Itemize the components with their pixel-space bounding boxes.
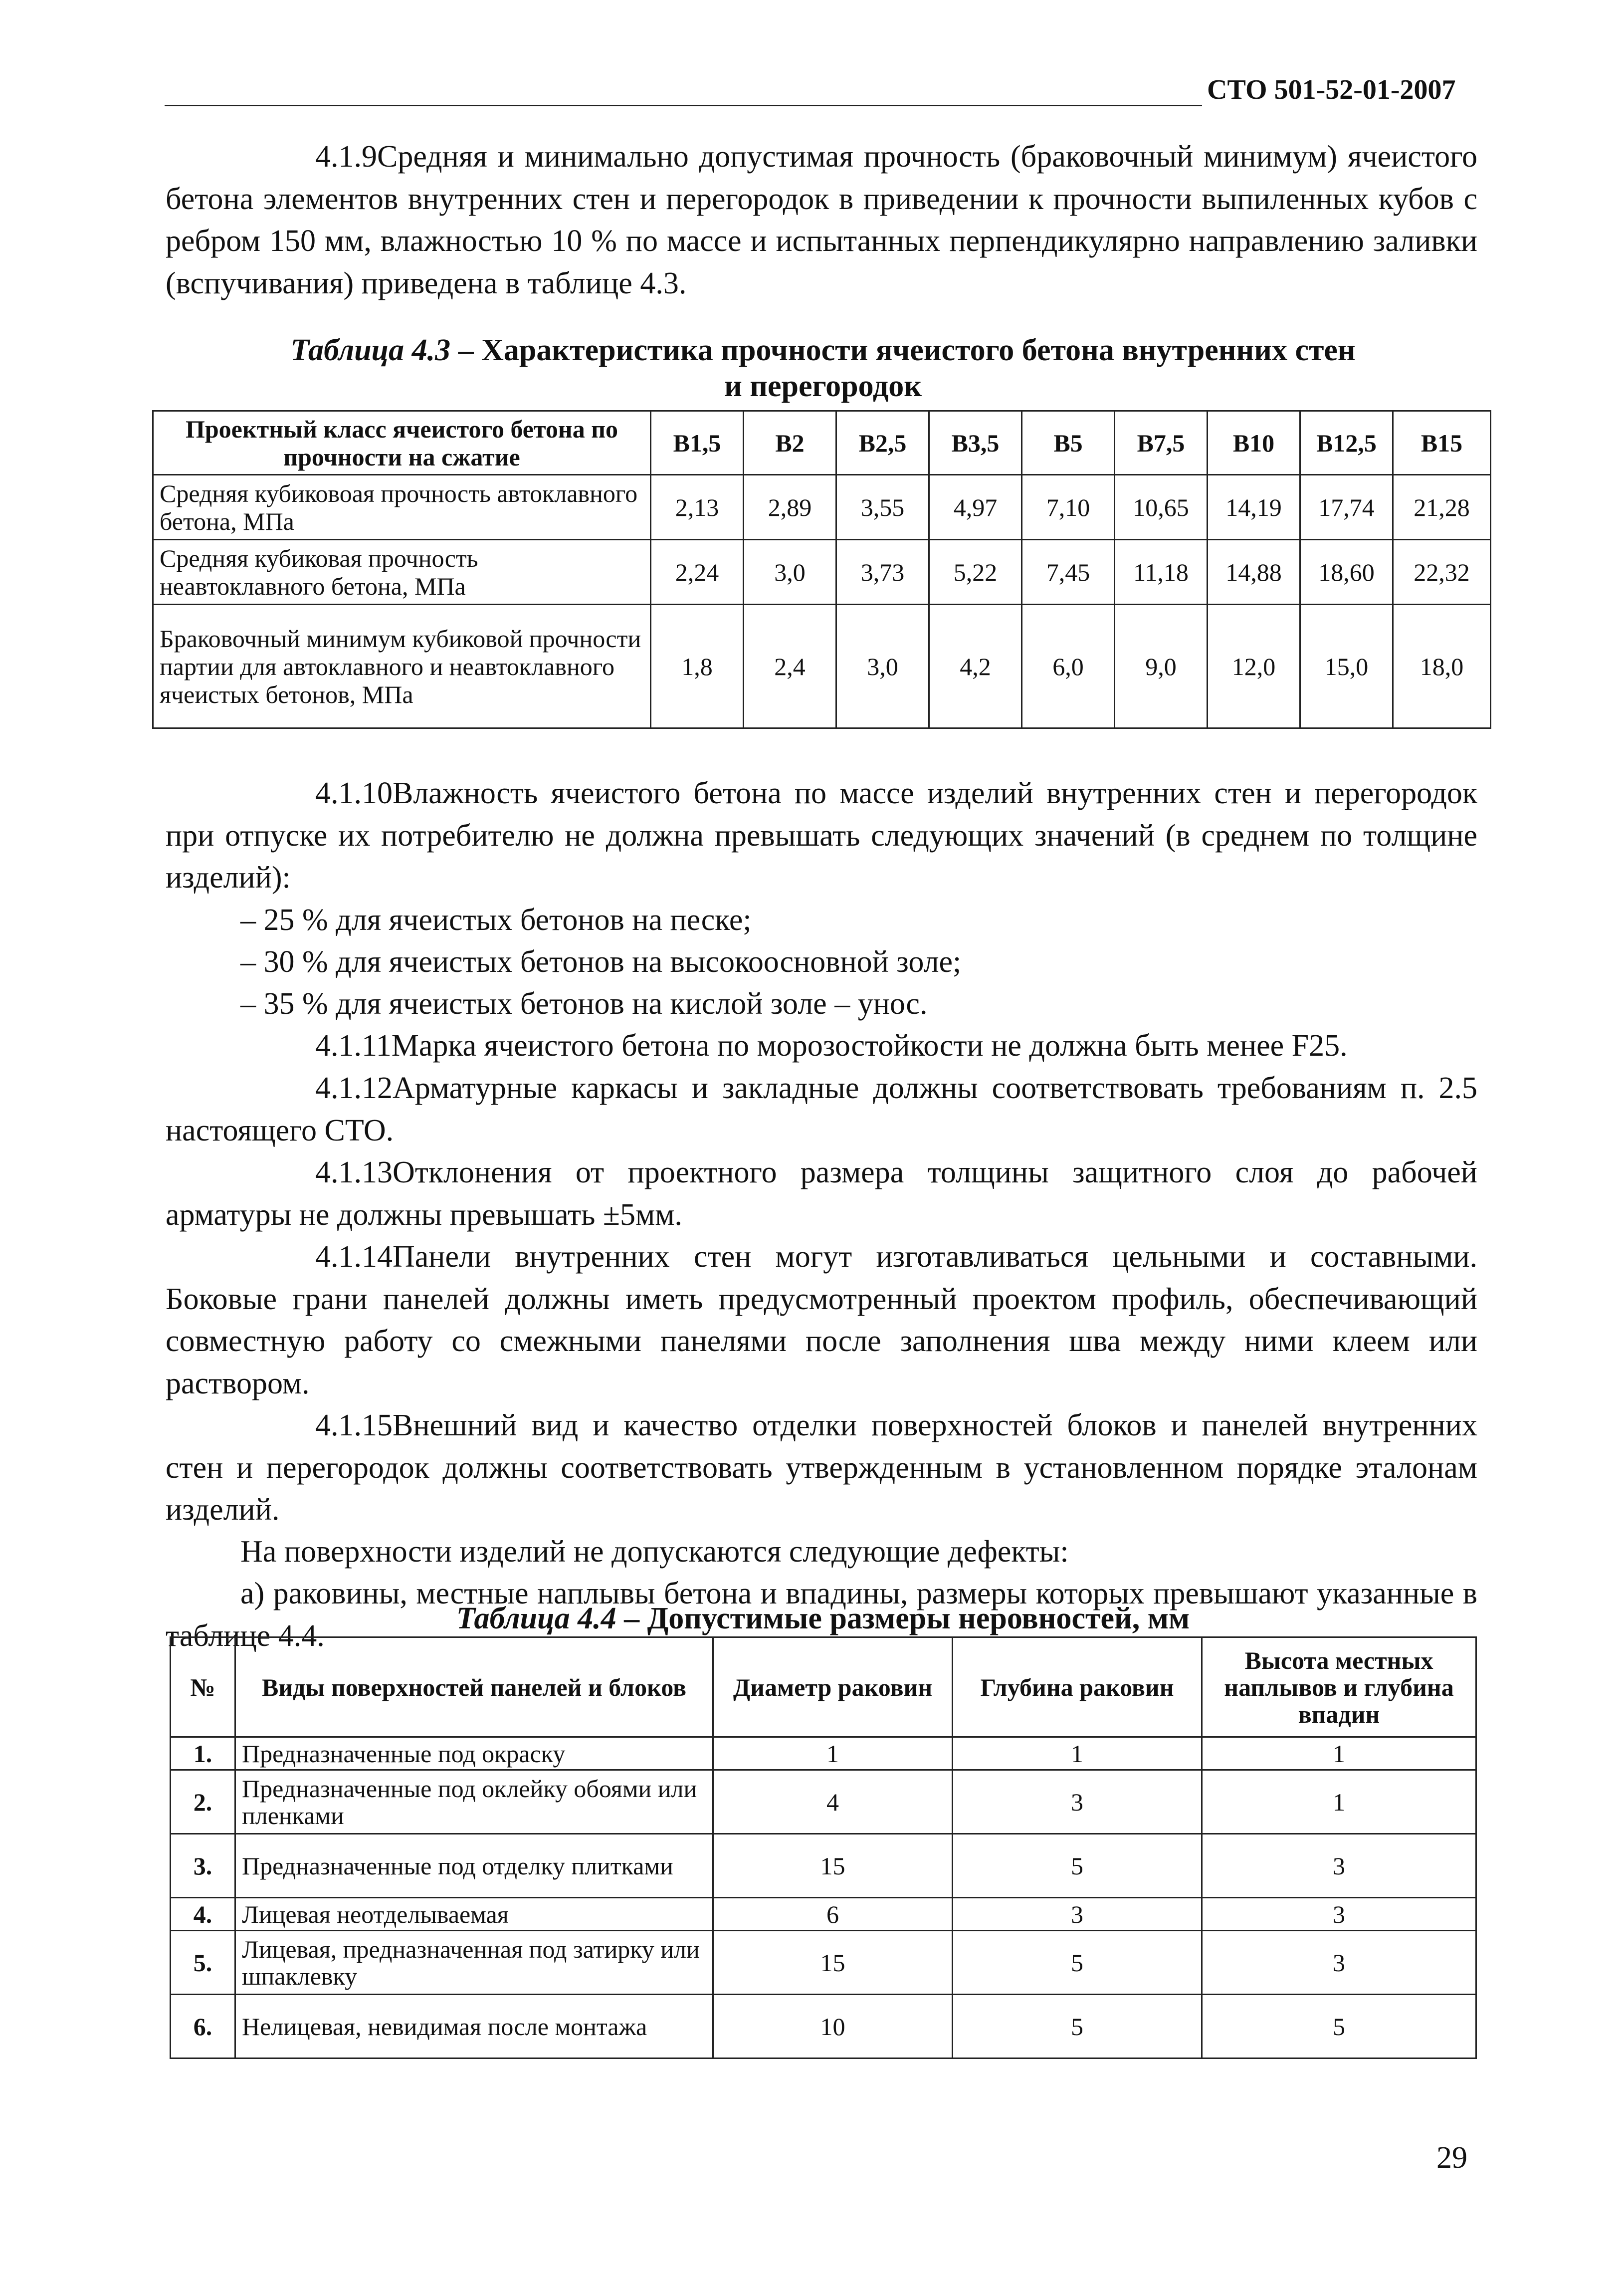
table-header-row [153, 411, 1491, 475]
table-4-4-caption [349, 1601, 1297, 1636]
row-number: 1. [171, 1737, 235, 1770]
header-class: В5 [1022, 411, 1115, 475]
clause-number: 4.1.9 [315, 140, 377, 174]
page-number: 29 [1436, 2141, 1467, 2175]
table-4-3-caption [279, 332, 1367, 404]
cell: 5 [953, 1995, 1202, 2058]
header-class: В7,5 [1115, 411, 1208, 475]
cell: 11,18 [1115, 540, 1208, 605]
cell: 3,73 [836, 540, 929, 605]
cell: 18,0 [1393, 605, 1491, 728]
row-label: Предназначенные под отделку плитками [235, 1834, 713, 1898]
cell: 1 [713, 1737, 953, 1770]
table-row [171, 1995, 1476, 2058]
paragraph-4-1-15 [166, 1404, 1477, 1531]
row-label: Средняя кубиковоая прочность автоклавного бетона, МПа [153, 475, 651, 540]
clause-number: 4.1.10 [315, 776, 393, 810]
cell: 2,4 [744, 605, 836, 728]
cell: 5 [953, 1931, 1202, 1995]
cell: 7,10 [1022, 475, 1115, 540]
cell: 3 [953, 1770, 1202, 1834]
cell: 1 [953, 1737, 1202, 1770]
caption-number: Таблица 4.3 [290, 333, 451, 367]
cell: 21,28 [1393, 475, 1491, 540]
clause-number: 4.1.14 [315, 1240, 393, 1274]
cell: 2,89 [744, 475, 836, 540]
cell: 5 [1202, 1995, 1476, 2058]
cell: 6,0 [1022, 605, 1115, 728]
clause-number: 4.1.15 [315, 1408, 393, 1442]
header-class: В3,5 [929, 411, 1022, 475]
row-label: Средняя кубиковая прочность неавтоклавного бетона, МПа [153, 540, 651, 605]
paragraph-4-1-9 [166, 136, 1477, 304]
table-4-4 [170, 1636, 1477, 2059]
paragraph-4-1-11 [166, 1025, 1477, 1067]
paragraph-text: Марка ячеистого бетона по морозостойкости не должна быть менее F25. [391, 1029, 1348, 1063]
list-item: – 30 % для ячеистых бетонов на высокоосновной золе; [240, 945, 962, 979]
cell: 4 [713, 1770, 953, 1834]
row-label: Лицевая, предназначенная под затирку или шпаклевку [235, 1931, 713, 1995]
paragraph-4-1-14 [166, 1236, 1477, 1404]
header-class: В2,5 [836, 411, 929, 475]
header-depth: Глубина раковин [953, 1637, 1202, 1737]
document-code: СТО 501-52-01-2007 [1207, 74, 1456, 105]
table-row [171, 1931, 1476, 1995]
cell: 2,24 [651, 540, 744, 605]
header-rule [165, 105, 1202, 106]
table-row [171, 1834, 1476, 1898]
header-surface-type: Виды поверхностей панелей и блоков [235, 1637, 713, 1737]
cell: 3 [1202, 1931, 1476, 1995]
header-number: № [171, 1637, 235, 1737]
row-number: 2. [171, 1770, 235, 1834]
cell: 17,74 [1300, 475, 1393, 540]
cell: 15 [713, 1834, 953, 1898]
paragraph-text: Арматурные каркасы и закладные должны соответствовать требованиям п. 2.5 настоящего СТО. [166, 1071, 1477, 1147]
cell: 7,45 [1022, 540, 1115, 605]
cell: 3 [1202, 1898, 1476, 1931]
row-number: 4. [171, 1898, 235, 1931]
header-class: В2 [744, 411, 836, 475]
header-class: В12,5 [1300, 411, 1393, 475]
table-header-row [171, 1637, 1476, 1737]
cell: 5,22 [929, 540, 1022, 605]
paragraph-4-1-12 [166, 1067, 1477, 1151]
table-row [153, 605, 1491, 728]
cell: 10,65 [1115, 475, 1208, 540]
cell: 4,2 [929, 605, 1022, 728]
cell: 15,0 [1300, 605, 1393, 728]
table-row [171, 1770, 1476, 1834]
paragraph-text: Средняя и минимально допустимая прочность (браковочный минимум) ячеистого бетона элементов внутренних стен и перегородок в приведении к прочности выпиленных кубов с ребром 150 мм, влажностью 10 % по массе и испытанных перпендикулярно направлению заливки (вспучивания) приведена в таблице 4.3. [166, 140, 1477, 300]
clause-number: 4.1.11 [315, 1029, 392, 1063]
cell: 1 [1202, 1737, 1476, 1770]
table-4-3 [152, 410, 1491, 729]
row-label: Предназначенные под оклейку обоями или пленками [235, 1770, 713, 1834]
cell: 6 [713, 1898, 953, 1931]
caption-number: Таблица 4.4 [456, 1601, 616, 1635]
cell: 3 [1202, 1834, 1476, 1898]
cell: 14,19 [1208, 475, 1300, 540]
list-item: – 25 % для ячеистых бетонов на песке; [240, 903, 752, 937]
header-diameter: Диаметр раковин [713, 1637, 953, 1737]
cell: 3,0 [744, 540, 836, 605]
cell: 3,55 [836, 475, 929, 540]
row-number: 5. [171, 1931, 235, 1995]
row-label: Браковочный минимум кубиковой прочности партии для автоклавного и неавтоклавного ячеистых бетонов, МПа [153, 605, 651, 728]
cell: 3 [953, 1898, 1202, 1931]
paragraph-4-1-10 [166, 772, 1477, 899]
cell: 10 [713, 1995, 953, 2058]
cell: 3,0 [836, 605, 929, 728]
table-row [171, 1898, 1476, 1931]
cell: 2,13 [651, 475, 744, 540]
paragraph-text: Отклонения от проектного размера толщины защитного слоя до рабочей арматуры не должны превышать ±5мм. [166, 1155, 1477, 1232]
clause-number: 4.1.13 [315, 1155, 393, 1189]
caption-title: – Характеристика прочности ячеистого бетона внутренних стен и перегородок [450, 333, 1356, 403]
table-row [171, 1737, 1476, 1770]
paragraph-text: Внешний вид и качество отделки поверхностей блоков и панелей внутренних стен и перегородок должны соответствовать утвержденным в установленном порядке эталонам изделий. [166, 1408, 1477, 1527]
header-class-label: Проектный класс ячеистого бетона по прочности на сжатие [153, 411, 651, 475]
cell: 12,0 [1208, 605, 1300, 728]
cell: 1,8 [651, 605, 744, 728]
row-number: 3. [171, 1834, 235, 1898]
paragraph-defects: На поверхности изделий не допускаются следующие дефекты: [240, 1535, 1069, 1569]
row-label: Лицевая неотделываемая [235, 1898, 713, 1931]
header-class: В10 [1208, 411, 1300, 475]
paragraph-4-1-13 [166, 1151, 1477, 1236]
header-class: В1,5 [651, 411, 744, 475]
cell: 15 [713, 1931, 953, 1995]
row-number: 6. [171, 1995, 235, 2058]
header-class: В15 [1393, 411, 1491, 475]
table-row [153, 475, 1491, 540]
row-label: Предназначенные под окраску [235, 1737, 713, 1770]
caption-title: – Допустимые размеры неровностей, мм [616, 1601, 1190, 1635]
table-row [153, 540, 1491, 605]
paragraph-text: Влажность ячеистого бетона по массе изделий внутренних стен и перегородок при отпуске их потребителю не должна превышать следующих значений (в среднем по толщине изделий): [166, 776, 1477, 895]
cell: 22,32 [1393, 540, 1491, 605]
list-item: – 35 % для ячеистых бетонов на кислой золе – унос. [240, 987, 928, 1021]
cell: 5 [953, 1834, 1202, 1898]
paragraph-a: а) раковины, местные наплывы бетона и впадины, размеры которых превышают указанные в таблице 4.4. [166, 1577, 1477, 1653]
cell: 18,60 [1300, 540, 1393, 605]
cell: 4,97 [929, 475, 1022, 540]
clause-number: 4.1.12 [315, 1071, 393, 1105]
header-height: Высота местных наплывов и глубина впадин [1202, 1637, 1476, 1737]
cell: 14,88 [1208, 540, 1300, 605]
paragraph-text: Панели внутренних стен могут изготавливаться цельными и составными. Боковые грани панелей должны иметь предусмотренный проектом профиль, обеспечивающий совместную работу со смежными панелями после заполнения шва между ними клеем или раствором. [166, 1240, 1477, 1400]
cell: 1 [1202, 1770, 1476, 1834]
cell: 9,0 [1115, 605, 1208, 728]
row-label: Нелицевая, невидимая после монтажа [235, 1995, 713, 2058]
